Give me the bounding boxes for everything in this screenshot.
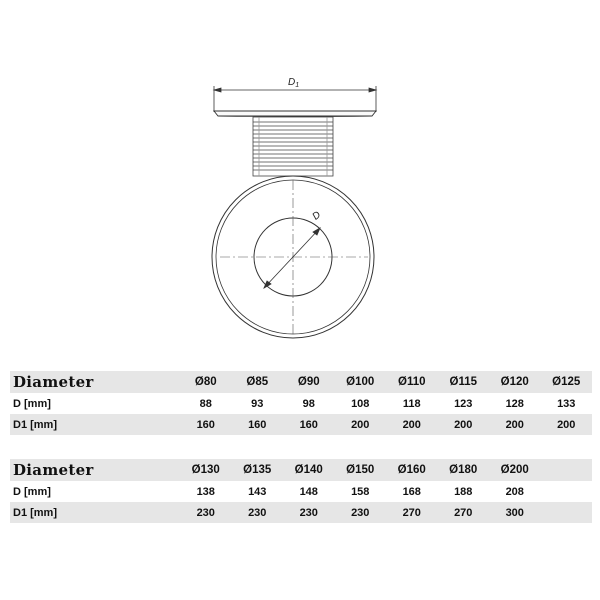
flange-side-view	[214, 111, 376, 117]
header-cell: Ø125	[541, 371, 593, 393]
table-cell: 200	[489, 414, 541, 435]
table-cell: 128	[505, 397, 524, 410]
header-cell: Ø120	[489, 371, 541, 393]
table-cell: 300	[489, 502, 541, 523]
header-cell: Ø135	[232, 459, 284, 481]
table-row	[10, 393, 592, 414]
table-cell: 118	[402, 397, 421, 410]
table-cell: 98	[302, 397, 315, 410]
diameter-table-2	[10, 459, 592, 523]
dimension-d1	[214, 86, 376, 112]
table-cell: 108	[351, 397, 370, 410]
row-label: D1 [mm]	[10, 414, 180, 435]
header-cell: Ø110	[386, 371, 438, 393]
table-cell	[541, 502, 593, 523]
table-cell: 200	[438, 414, 490, 435]
header-cell: Ø90	[283, 371, 335, 393]
header-cell: Ø200	[489, 459, 541, 481]
header-label: Diameter	[10, 459, 180, 481]
table-cell: 230	[283, 502, 335, 523]
table-cell: 270	[438, 502, 490, 523]
header-cell: Ø80	[180, 371, 232, 393]
table-cell: 138	[196, 485, 215, 498]
table-cell: 160	[180, 414, 232, 435]
table-cell: 160	[232, 414, 284, 435]
table-cell: 93	[251, 397, 264, 410]
d-label: D	[310, 209, 324, 223]
table-row	[10, 502, 592, 523]
table-cell: 230	[180, 502, 232, 523]
table-cell: 200	[386, 414, 438, 435]
table-cell: 200	[335, 414, 387, 435]
header-cell: Ø140	[283, 459, 335, 481]
table-cell	[541, 481, 593, 502]
header-cell: Ø85	[232, 371, 284, 393]
table-cell: 143	[248, 485, 267, 498]
table-cell: 88	[199, 397, 212, 410]
dimension-d	[264, 228, 320, 288]
table-cell: 230	[232, 502, 284, 523]
row-label: D [mm]	[13, 485, 51, 498]
pipe-side-view	[253, 117, 333, 176]
header-cell	[541, 459, 593, 481]
table-row	[10, 481, 592, 502]
table-cell: 208	[505, 485, 524, 498]
table-cell: 160	[283, 414, 335, 435]
table-cell: 230	[335, 502, 387, 523]
table-cell: 148	[299, 485, 318, 498]
table-cell: 158	[351, 485, 370, 498]
table-row	[10, 414, 592, 435]
header-cell: Ø115	[438, 371, 490, 393]
table-cell: 123	[454, 397, 473, 410]
row-label: D1 [mm]	[10, 502, 180, 523]
header-cell: Ø180	[438, 459, 490, 481]
center-lines	[220, 180, 368, 335]
table-cell: 133	[557, 397, 576, 410]
table-cell: 270	[386, 502, 438, 523]
table-header-row	[10, 459, 592, 481]
header-label: Diameter	[10, 371, 180, 393]
table-cell: 200	[541, 414, 593, 435]
table-cell: 168	[402, 485, 421, 498]
d1-label: $D_1$	[288, 77, 300, 89]
row-label: D [mm]	[13, 397, 51, 410]
header-cell: Ø150	[335, 459, 387, 481]
header-cell: Ø130	[180, 459, 232, 481]
diameter-table-1	[10, 371, 592, 435]
header-cell: Ø160	[386, 459, 438, 481]
header-cell: Ø100	[335, 371, 387, 393]
table-cell: 188	[454, 485, 473, 498]
table-header-row	[10, 371, 592, 393]
